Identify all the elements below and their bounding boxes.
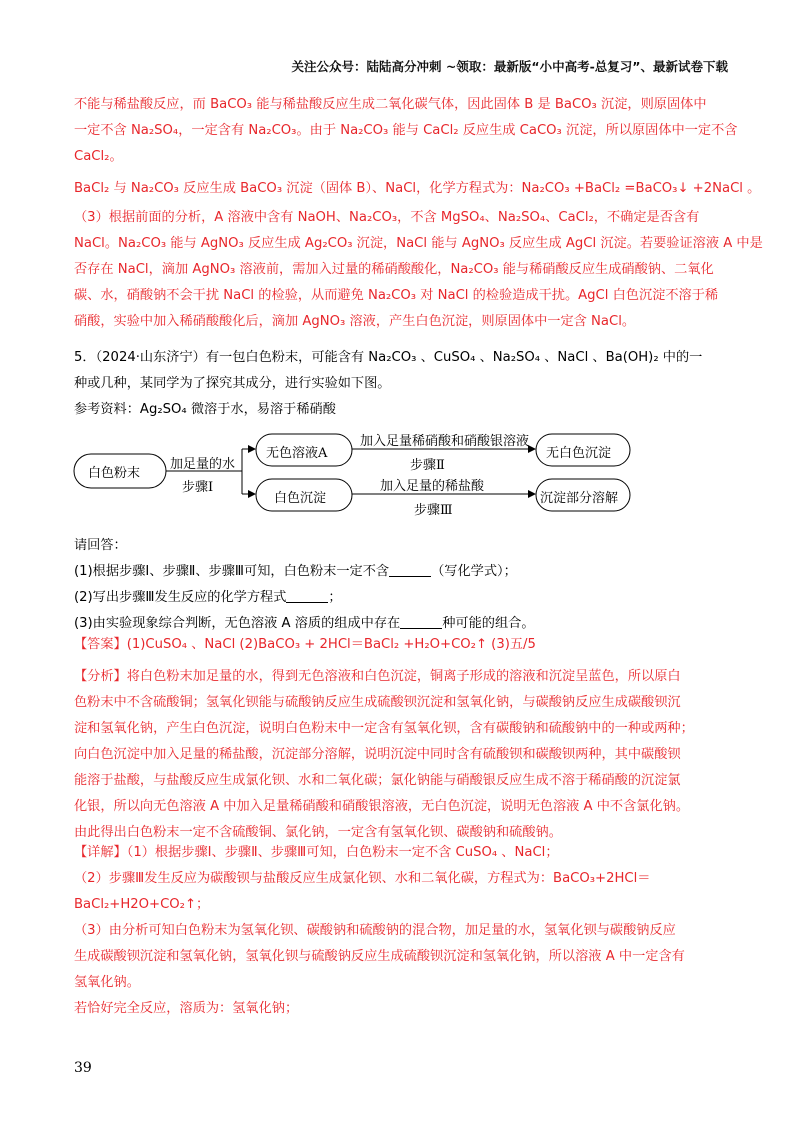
arrowhead — [248, 445, 256, 453]
detail-line: （3）由分析可知白色粉末为氢氧化钡、碳酸钠和硫酸钠的混合物，加足量的水，氢氧化钡与碳酸钠反应 — [74, 923, 676, 938]
analysis-line: 能溶于盐酸，与盐酸反应生成氯化钡、水和二氧化碳；氯化钠能与硝酸银反应生成不溶于稀硝酸的沉淀氯 — [74, 773, 681, 788]
answer-blank — [400, 614, 442, 629]
equation-line: BaCl₂ 与 Na₂CO₃ 反应生成 BaCO₃ 沉淀（固体 B）、NaCl，化学方程式为：Na₂CO₃ +BaCl₂ =BaCO₃↓ +2NaCl 。 — [74, 181, 761, 196]
answer-line: 【答案】(1)CuSO₄ 、NaCl (2)BaCO₃ + 2HCl＝BaCl₂ +H₂O+CO₂↑ (3)五/5 — [74, 637, 536, 652]
detail-line: 【详解】（1）根据步骤Ⅰ、步骤Ⅱ、步骤Ⅲ可知，白色粉末一定不含 CuSO₄ 、NaCl； — [74, 845, 559, 860]
arrowhead — [248, 490, 256, 498]
step1-condition: 加足量的水 — [170, 457, 236, 472]
reference-line: 参考资料：Ag₂SO₄ 微溶于水，易溶于稀硝酸 — [74, 402, 336, 417]
answer-blank — [286, 588, 328, 603]
answer-block — [74, 632, 730, 658]
analysis-line: 向白色沉淀中加入足量的稀盐酸，沉淀部分溶解，说明沉淀中同时含有硫酸钡和碳酸钡两种，其中碳酸钡 — [74, 747, 681, 762]
result3-label: 沉淀部分溶解 — [540, 491, 619, 506]
analysis-line: 由此得出白色粉末一定不含硫酸铜、氯化钠，一定含有氢氧化钡、碳酸钠和硫酸钠。 — [74, 825, 562, 840]
page-number: 39 — [74, 1060, 92, 1076]
question-line: 种或几种，某同学为了探究其成分，进行实验如下图。 — [74, 376, 391, 391]
precipitate-label: 白色沉淀 — [274, 491, 327, 506]
detail-line: BaCl₂+H2O+CO₂↑； — [74, 897, 210, 912]
text-line: 碳、水，硝酸钠不会干扰 NaCl 的检验，从而避免 Na₂CO₃ 对 NaCl 的检验造成干扰。AgCl 白色沉淀不溶于稀 — [74, 288, 719, 303]
text-line: 否存在 NaCl，滴加 AgNO₃ 溶液前，需加入过量的稀硝酸酸化，Na₂CO₃ 能与稀硝酸反应生成硝酸钠、二氧化 — [74, 262, 714, 277]
analysis-block — [74, 664, 730, 846]
q3-text: (3)由实验现象综合判断，无色溶液 A 溶质的组成中存在 — [74, 616, 401, 631]
analysis-line: 色粉末中不含硫酸铜；氢氧化钡能与硫酸钠反应生成硫酸钡沉淀和氢氧化钠，与碳酸钠反应生成碳酸钡沉 — [74, 695, 681, 710]
q2-text: (2)写出步骤Ⅲ发生反应的化学方程式 — [74, 590, 287, 605]
solution-a-label: 无色溶液A — [266, 446, 328, 461]
question-prompts — [74, 533, 730, 637]
analysis-line: 化银，所以向无色溶液 A 中加入足量稀硝酸和硝酸银溶液，无白色沉淀，说明无色溶液 A 中不含氯化钠。 — [74, 799, 690, 814]
step3-label: 步骤Ⅲ — [414, 503, 453, 518]
experiment-flowchart — [70, 432, 670, 522]
text-line: 一定不含 Na₂SO₄，一定含有 Na₂CO₃。由于 Na₂CO₃ 能与 CaCl₂ 反应生成 CaCO₃ 沉淀，所以原固体中一定不含 — [74, 123, 738, 138]
question-1 — [74, 559, 730, 585]
text-line: 硝酸，实验中加入稀硝酸酸化后，滴加 AgNO₃ 溶液，产生白色沉淀，则原固体中一定含 NaCl。 — [74, 314, 636, 329]
analysis-line: 淀和氢氧化钠，产生白色沉淀，说明白色粉末中一定含有氢氧化钡，含有碳酸钠和硫酸钠中的一种或两种； — [74, 721, 694, 736]
q2-suffix: ； — [328, 590, 342, 605]
previous-answer-block — [74, 92, 761, 202]
detail-line: 若恰好完全反应，溶质为：氢氧化钠； — [74, 1001, 299, 1016]
start-label: 白色粉末 — [88, 466, 141, 481]
question-2 — [74, 585, 730, 611]
detail-line: （2）步骤Ⅲ发生反应为碳酸钡与盐酸反应生成氯化钡、水和二氧化碳，方程式为：BaCO₃+2HCl＝ — [74, 871, 651, 886]
page-header: 关注公众号：陆陆高分冲刺 ~领取：最新版“小中高考-总复习”、最新试卷下载 — [291, 59, 728, 74]
analysis-line: 【分析】将白色粉末加足量的水，得到无色溶液和白色沉淀，铜离子形成的溶液和沉淀呈蓝色，所以原白 — [74, 669, 681, 684]
question-line: 5．（2024·山东济宁）有一包白色粉末，可能含有 Na₂CO₃ 、CuSO₄ 、Na₂SO₄ 、NaCl 、Ba(OH)₂ 中的一 — [74, 350, 703, 365]
q3-suffix: 种可能的组合。 — [442, 616, 535, 631]
answer-blank — [389, 562, 431, 577]
text-line: （3）根据前面的分析，A 溶液中含有 NaOH、Na₂CO₃，不含 MgSO₄、Na₂SO₄、CaCl₂，不确定是否含有 — [74, 210, 700, 225]
detail-line: 生成碳酸钡沉淀和氢氧化钠，氢氧化钡与硫酸钠反应生成硫酸钡沉淀和氢氧化钠，所以溶液 A 中一定含有 — [74, 949, 685, 964]
text-line: NaCl。Na₂CO₃ 能与 AgNO₃ 反应生成 Ag₂CO₃ 沉淀，NaCl 能与 AgNO₃ 反应生成 AgCl 沉淀。若要验证溶液 A 中是 — [74, 236, 763, 251]
text-line: 不能与稀盐酸反应，而 BaCO₃ 能与稀盐酸反应生成二氧化碳气体，因此固体 B 是 BaCO₃ 沉淀，则原固体中 — [74, 97, 707, 112]
arrowhead — [528, 445, 536, 453]
q1-text: (1)根据步骤Ⅰ、步骤Ⅱ、步骤Ⅲ可知，白色粉末一定不含 — [74, 564, 390, 579]
ask-line: 请回答： — [74, 538, 127, 553]
step2-condition: 加入足量稀硝酸和硝酸银溶液 — [360, 434, 530, 449]
part3-analysis-block — [74, 205, 763, 335]
arrowhead — [528, 490, 536, 498]
q1-suffix: （写化学式）； — [431, 564, 517, 579]
result2-label: 无白色沉淀 — [546, 446, 612, 461]
step1-label: 步骤Ⅰ — [182, 480, 214, 495]
text-line: CaCl₂。 — [74, 149, 123, 164]
step3-condition: 加入足量的稀盐酸 — [380, 479, 485, 494]
detail-block — [74, 840, 730, 1022]
question-5-stem — [74, 345, 730, 423]
step2-label: 步骤Ⅱ — [410, 458, 445, 473]
detail-line: 氢氧化钠。 — [74, 975, 140, 990]
